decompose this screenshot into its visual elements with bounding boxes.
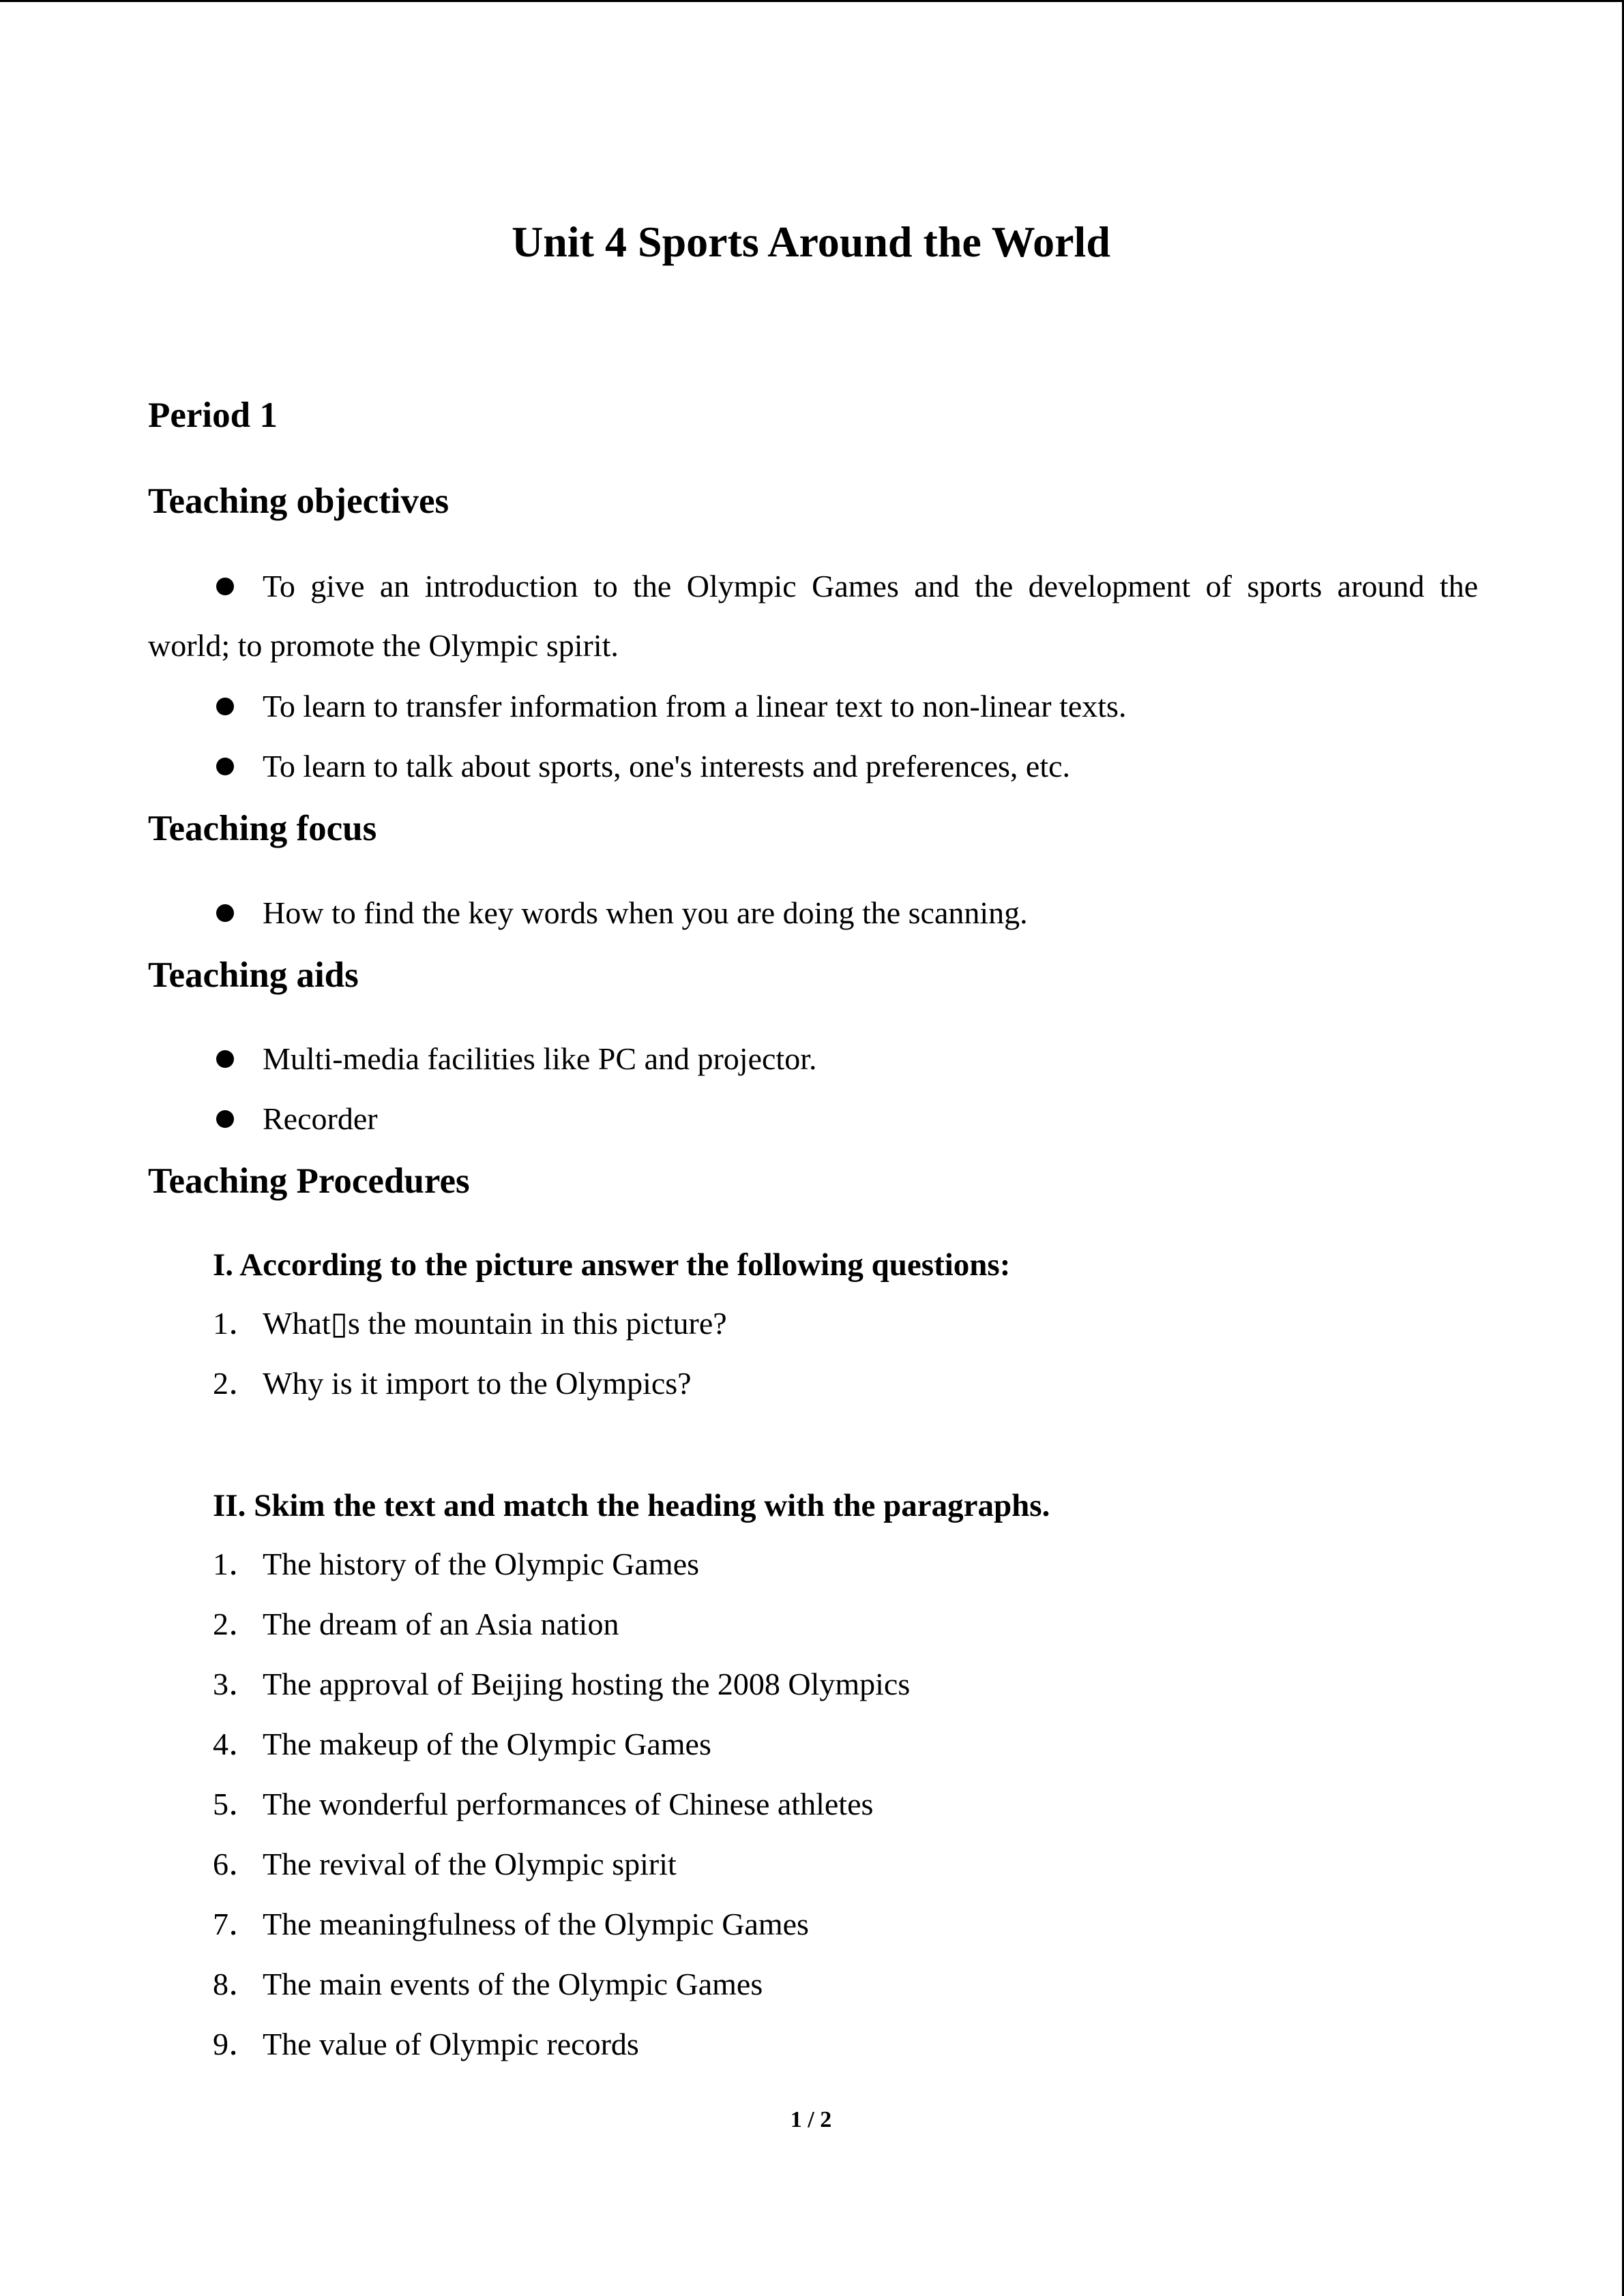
aids-heading: Teaching aids — [148, 955, 359, 995]
bullet-icon — [216, 758, 234, 775]
heading-7-text: The meaningfulness of the Olympic Games — [263, 1907, 809, 1941]
bullet-icon — [216, 578, 234, 595]
document-title: Unit 4 Sports Around the World — [512, 218, 1110, 266]
heading-5-text: The wonderful performances of Chinese athletes — [263, 1787, 874, 1821]
bullet-icon — [216, 904, 234, 922]
heading-4-number: 4． — [213, 1727, 260, 1761]
period-heading: Period 1 — [148, 396, 278, 435]
heading-8-number: 8． — [213, 1967, 260, 2001]
section-1-label: I. According to the picture answer the following questions: — [213, 1247, 1011, 1283]
aids-item-1: Multi-media facilities like PC and projector. — [263, 1041, 817, 1076]
bullet-icon — [216, 698, 234, 715]
heading-4-text: The makeup of the Olympic Games — [263, 1727, 711, 1761]
heading-9-text: The value of Olympic records — [263, 2027, 639, 2061]
aids-item-2: Recorder — [263, 1101, 378, 1136]
heading-9-number: 9． — [213, 2027, 260, 2061]
heading-1-text: The history of the Olympic Games — [263, 1547, 700, 1581]
bullet-icon — [216, 1110, 234, 1128]
heading-1-number: 1． — [213, 1547, 260, 1581]
section-2-label: II. Skim the text and match the heading with the paragraphs. — [213, 1488, 1050, 1523]
heading-8-text: The main events of the Olympic Games — [263, 1967, 763, 2001]
question-1-text: What▯s the mountain in this picture? — [263, 1306, 727, 1341]
heading-5-number: 5． — [213, 1787, 260, 1821]
heading-3-number: 3． — [213, 1667, 260, 1701]
bullet-icon — [216, 1050, 234, 1068]
objective-1-line-2: world; to promote the Olympic spirit. — [148, 628, 619, 663]
objective-1-line-1: To give an introduction to the Olympic Games and the development of sports around the — [263, 569, 1478, 603]
procedures-heading: Teaching Procedures — [148, 1161, 470, 1201]
heading-2-number: 2． — [213, 1607, 260, 1641]
heading-2-text: The dream of an Asia nation — [263, 1607, 619, 1641]
page-number: 1 / 2 — [790, 2107, 832, 2132]
heading-7-number: 7． — [213, 1907, 260, 1941]
question-2-text: Why is it import to the Olympics? — [263, 1366, 692, 1401]
focus-item-1: How to find the key words when you are doing the scanning. — [263, 895, 1028, 930]
question-2-number: 2． — [213, 1366, 260, 1401]
objectives-heading: Teaching objectives — [148, 481, 449, 521]
objective-2: To learn to transfer information from a linear text to non-linear texts. — [263, 689, 1127, 724]
heading-6-text: The revival of the Olympic spirit — [263, 1847, 677, 1881]
heading-3-text: The approval of Beijing hosting the 2008 Olympics — [263, 1667, 911, 1701]
question-1-number: 1． — [213, 1306, 260, 1341]
focus-heading: Teaching focus — [148, 809, 377, 848]
objective-3: To learn to talk about sports, one's interests and preferences, etc. — [263, 749, 1071, 784]
heading-6-number: 6． — [213, 1847, 260, 1881]
